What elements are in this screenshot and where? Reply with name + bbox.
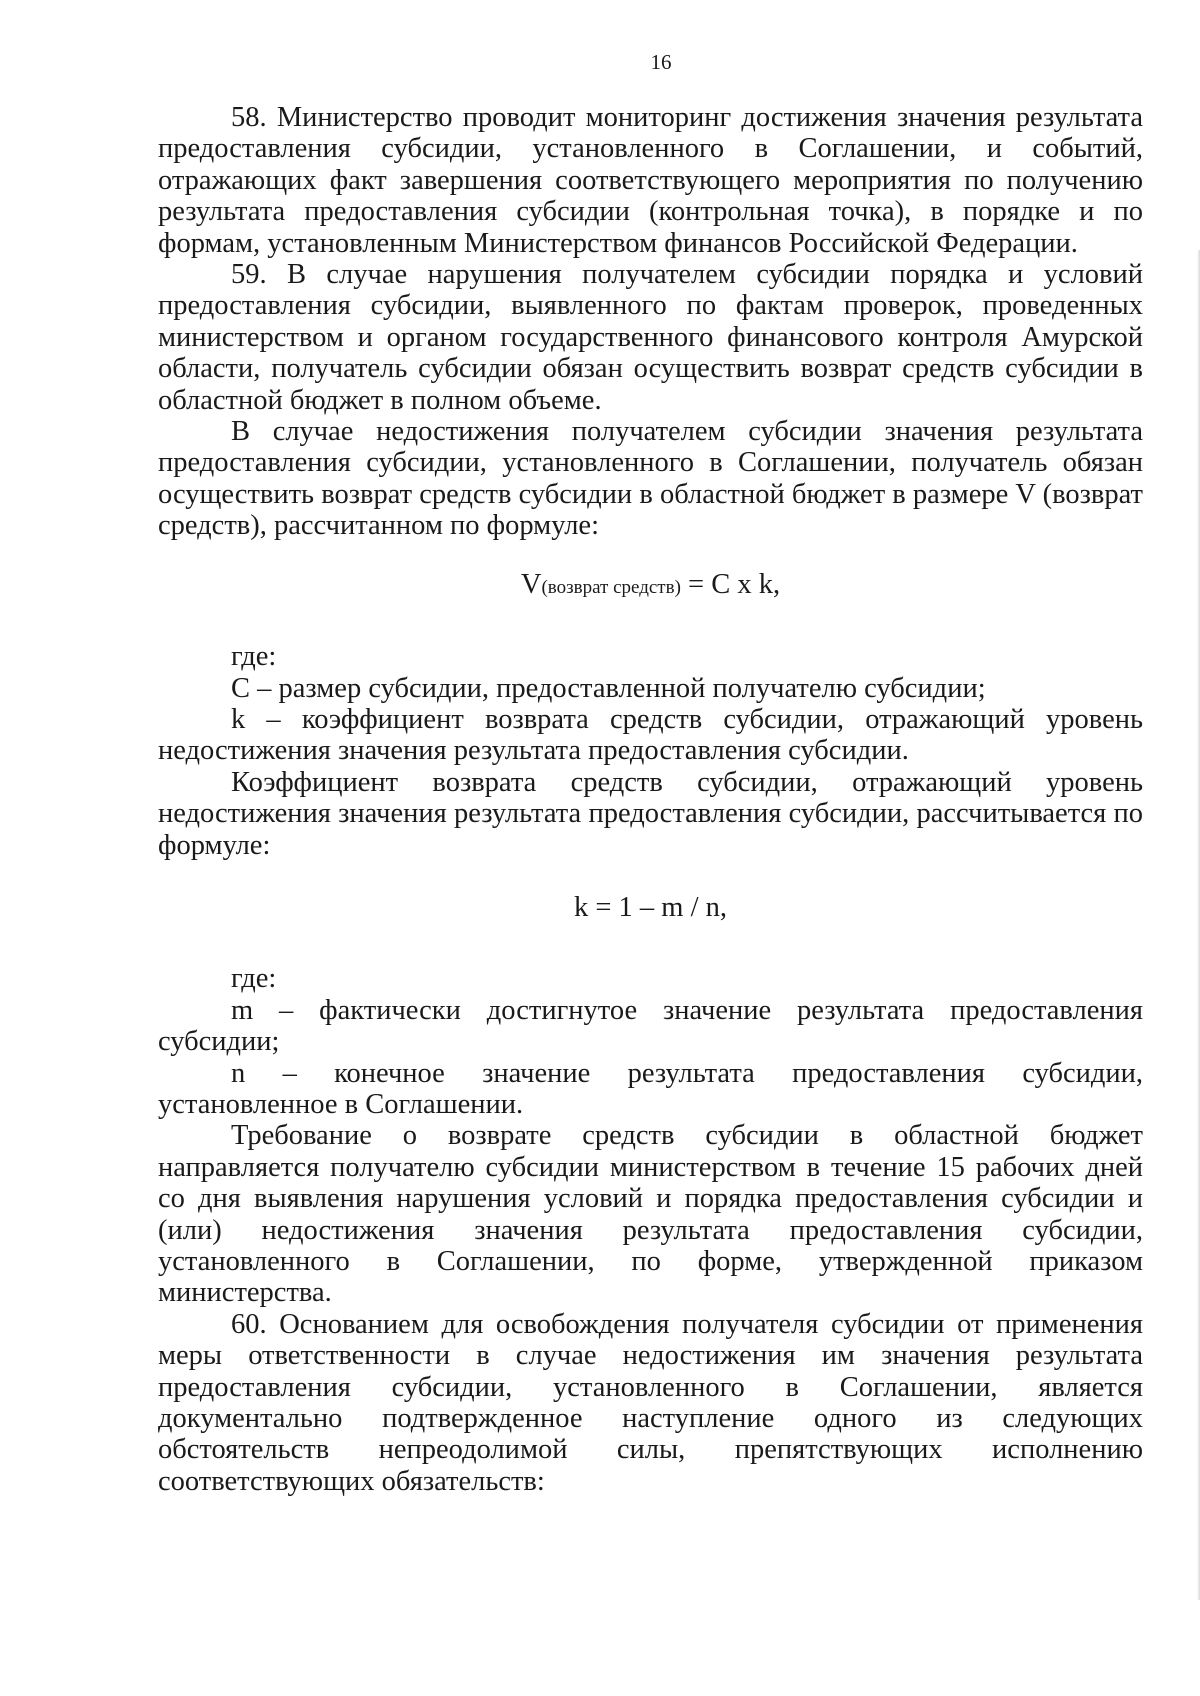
formula-return-amount — [158, 569, 1143, 603]
formula-v: V — [520, 568, 542, 600]
paragraph-requirement: Требование о возврате средств субсидии в областной бюджет направляется получателю субсидии министерством в течение 15 рабочих дней со дня выявления нарушения условий и порядка предоставления субсидии и (или) недостижения значения результата предоставления субсидии, установленного в Соглашении, по форме, утвержденной приказом министерства. — [158, 1120, 1143, 1309]
formula-v-rest: = C x k, — [680, 568, 781, 600]
document-body — [158, 102, 1143, 1497]
definition-m: m – фактически достигнутое значение результата предоставления субсидии; — [158, 994, 1143, 1058]
page-number: 16 — [650, 50, 672, 74]
definition-k: k – коэффициент возврата средств субсидии, отражающий уровень недостижения значения результата предоставления субсидии. — [158, 703, 1143, 767]
paragraph-58: 58. Министерство проводит мониторинг достижения значения результата предоставления субсидии, установленного в Соглашении, и событий, отражающих факт завершения соответствующего мероприятия по получению результата предоставления субсидии (контрольная точка), в порядке и по формам, установленным Министерством финансов Российской Федерации. — [158, 102, 1143, 259]
definition-n: n – конечное значение результата предоставления субсидии, установленное в Соглашении. — [158, 1057, 1143, 1120]
formula-v-subscript: (возврат средств) — [541, 576, 681, 598]
where-label-2: где: — [231, 963, 277, 995]
paragraph-59: 59. В случае нарушения получателем субсидии порядка и условий предоставления субсидии, выявленного по фактам проверок, проведенных министерством и органом государственного финансового контроля Амурской области, получатель субсидии обязан осуществить возврат средств субсидии в областной бюджет в полном объеме. — [158, 259, 1143, 416]
paragraph-59-return: В случае недостижения получателем субсидии значения результата предоставления субсидии, установленного в Соглашении, получатель обязан осуществить возврат средств субсидии в областной бюджет в размере V (возврат средств), рассчитанном по формуле: — [158, 416, 1143, 542]
formula-coefficient: k = 1 – m / n, — [573, 891, 728, 923]
paragraph-60: 60. Основанием для освобождения получателя субсидии от применения меры ответственности в случае недостижения им значения результата предоставления субсидии, установленного в Соглашении, является документально подтвержденное наступление одного из следующих обстоятельств непреодолимой силы, препятствующих исполнению соответствующих обязательств: — [158, 1308, 1143, 1497]
definition-c: C – размер субсидии, предоставленной получателю субсидии; — [231, 672, 986, 704]
paragraph-coefficient: Коэффициент возврата средств субсидии, отражающий уровень недостижения значения результата предоставления субсидии, рассчитывается по формуле: — [158, 766, 1143, 861]
where-label-1: где: — [231, 641, 277, 673]
